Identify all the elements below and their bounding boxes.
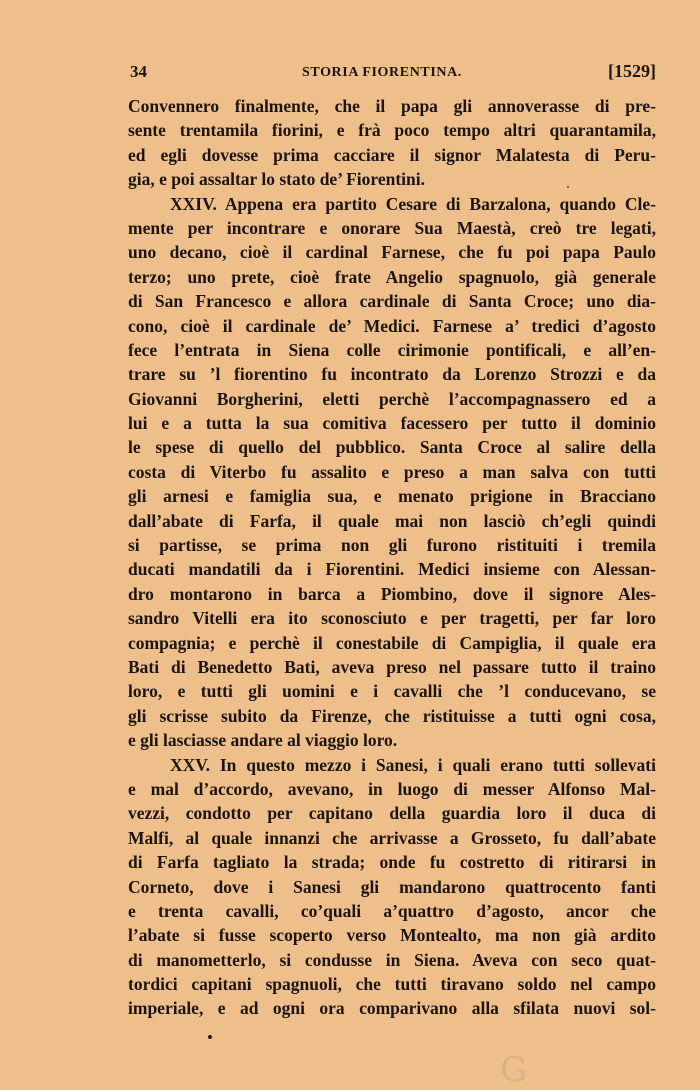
text-line: loro, e tutti gli uomini e i cavalli che ’l conducevano, se: [128, 681, 656, 702]
text-line: vezzi, condotto per capitano della guardia loro il duca di: [128, 803, 656, 824]
text-line: ed egli dovesse prima cacciare il signor Malatesta di Peru-: [128, 144, 656, 165]
text-line: e mal d’accordo, avevano, in luogo di messer Alfonso Mal-: [128, 778, 656, 799]
text-line: si partisse, se prima non gli furono ristituiti i tremila: [128, 535, 656, 556]
ink-speck: [567, 186, 569, 188]
year-marker: [1529]: [608, 61, 656, 81]
text-line: terzo; uno prete, cioè frate Angelio spagnuolo, già generale: [128, 266, 656, 287]
text-line: Corneto, dove i Sanesi gli mandarono quattrocento fanti: [128, 876, 656, 897]
text-line: e gli lasciasse andare al viaggio loro.: [128, 730, 398, 751]
text-line: tordici capitani spagnuoli, che tutti tiravano soldo nel campo: [128, 974, 656, 995]
text-line: trare su ’l fiorentino fu incontrato da Lorenzo Strozzi e da: [128, 364, 656, 385]
text-line: costa di Viterbo fu assalito e preso a man salva con tutti: [128, 461, 656, 482]
ink-speck: [208, 1035, 212, 1039]
text-line: di Farfa tagliato la strada; onde fu costretto di ritirarsi in: [128, 852, 656, 873]
text-line: Convennero finalmente, che il papa gli annoverasse di pre-: [128, 96, 656, 116]
running-title: STORIA FIORENTINA.: [302, 65, 462, 80]
text-line: di San Francesco e allora cardinale di Santa Croce; uno dia-: [128, 291, 656, 312]
text-line: gli arnesi e famiglia sua, e menato prigione in Bracciano: [128, 486, 656, 507]
text-line: imperiale, e ad ogni ora comparivano alla sfilata nuovi sol-: [128, 998, 656, 1019]
text-line: e trenta cavalli, co’quali a’quattro d’agosto, ancor che: [128, 900, 656, 921]
text-line: mente per incontrare e onorare Sua Maestà, creò tre legati,: [128, 217, 656, 238]
text-line: cono, cioè il cardinale de’ Medici. Farnese a’ tredici d’agosto: [128, 315, 656, 336]
text-line: Giovanni Borgherini, eletti perchè l’accompagnassero ed a: [128, 388, 656, 409]
body-text: [128, 94, 656, 1021]
page-number: 34: [130, 62, 147, 81]
text-line: compagnia; e perchè il conestabile di Campiglia, il quale era: [128, 632, 656, 653]
text-line: fece l’entrata in Siena colle cirimonie pontificali, e all’en-: [128, 339, 656, 360]
text-line: dro montarono in barca a Piombino, dove il signore Ales-: [128, 583, 656, 604]
text-line: di manometterlo, si condusse in Siena. Aveva con seco quat-: [128, 949, 656, 970]
text-line: sente trentamila fiorini, e frà poco tempo altri quarantamila,: [128, 120, 656, 141]
text-line: XXIV. Appena era partito Cesare di Barzalona, quando Cle-: [170, 193, 656, 214]
text-line: gli scrisse subito da Firenze, che ristituisse a tutti ogni cosa,: [128, 705, 656, 726]
text-line: uno decano, cioè il cardinal Farnese, che fu poi papa Paulo: [128, 242, 656, 263]
text-line: sandro Vitelli era ito sconosciuto e per tragetti, per far loro: [128, 608, 656, 629]
running-head: [128, 60, 658, 88]
text-line: ducati mandatili da i Fiorentini. Medici insieme con Alessan-: [128, 559, 656, 580]
text-line: le spese di quello del pubblico. Santa Croce al salire della: [128, 437, 656, 458]
watermark-fragment: G: [500, 1050, 528, 1090]
text-line: gia, e poi assaltar lo stato de’ Fiorentini.: [128, 169, 426, 190]
text-line: lui e a tutta la sua comitiva facessero per tutto il dominio: [128, 413, 656, 434]
text-line: Malfi, al quale innanzi che arrivasse a Grosseto, fu dall’abate: [128, 827, 656, 848]
text-line: l’abate si fusse scoperto verso Montealto, ma non già ardito: [128, 925, 656, 946]
text-line: XXV. In questo mezzo i Sanesi, i quali erano tutti sollevati: [170, 754, 656, 775]
text-line: Bati di Benedetto Bati, aveva preso nel passare tutto il traino: [128, 656, 656, 677]
text-line: dall’abate di Farfa, il quale mai non lasciò ch’egli quindi: [128, 510, 656, 531]
